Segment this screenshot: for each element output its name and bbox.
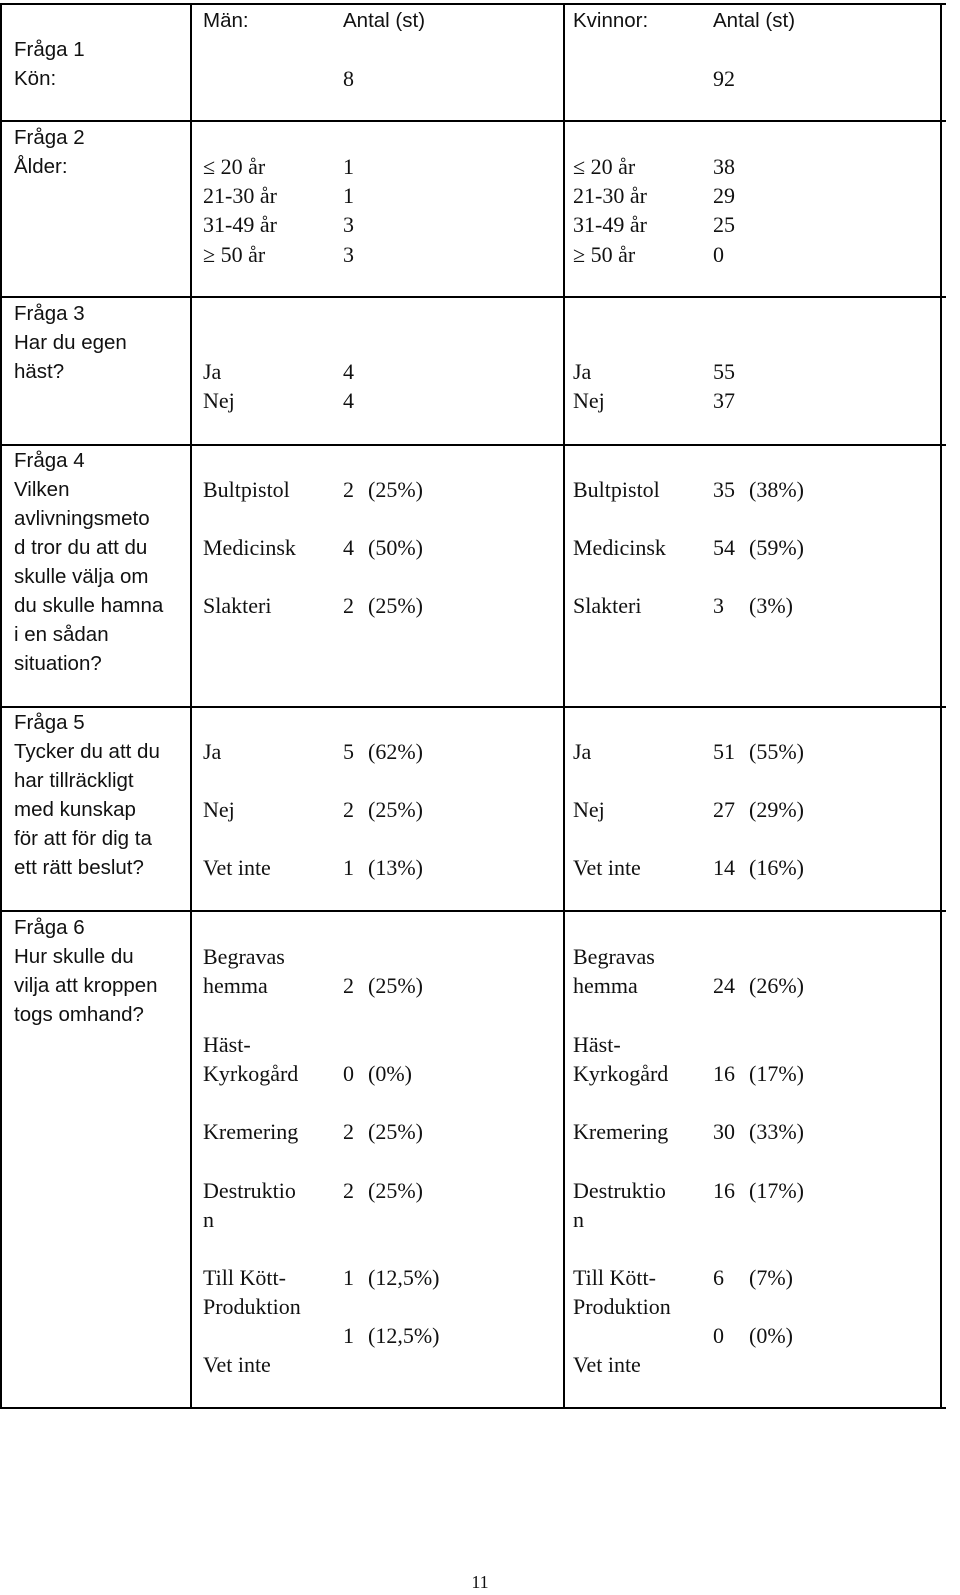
q6-men-label: hemma <box>203 973 268 998</box>
q6-women-percent: (7%) <box>749 1265 793 1290</box>
q2-question-line: Ålder: <box>14 155 68 178</box>
q3-women-label: Ja <box>573 359 592 384</box>
q4-men-percent: (50%) <box>368 535 423 560</box>
q5-question-line: har tillräckligt <box>14 769 134 792</box>
q5-men-label: Ja <box>203 739 222 764</box>
q3-women-label: Nej <box>573 388 605 413</box>
q5-men-value: 5 <box>343 739 354 764</box>
q6-men-value: 1 <box>343 1323 354 1348</box>
q1-women-value: 92 <box>713 66 735 91</box>
row-divider-5 <box>0 910 946 912</box>
q5-question-line: Tycker du att du <box>14 740 160 763</box>
q2-women-value: 38 <box>713 154 735 179</box>
q5-men-percent: (25%) <box>368 797 423 822</box>
q4-men-percent: (25%) <box>368 593 423 618</box>
q3-question-line: Har du egen <box>14 331 127 354</box>
q6-men-percent: (25%) <box>368 1119 423 1144</box>
q2-men-label: 21-30 år <box>203 183 277 208</box>
q2-men-label: ≤ 20 år <box>203 154 266 179</box>
q5-women-label: Ja <box>573 739 592 764</box>
q6-men-label: Till Kött- <box>203 1265 286 1290</box>
q4-women-percent: (38%) <box>749 477 804 502</box>
q4-men-label: Bultpistol <box>203 477 290 502</box>
q6-women-percent: (17%) <box>749 1061 804 1086</box>
q5-men-label: Nej <box>203 797 235 822</box>
q3-men-value: 4 <box>343 359 354 384</box>
q4-question-line: d tror du att du <box>14 536 148 559</box>
q6-women-label: Kyrkogård <box>573 1061 669 1086</box>
q6-men-label: Vet inte <box>203 1352 271 1377</box>
q6-women-value: 30 <box>713 1119 735 1144</box>
q6-women-value: 6 <box>713 1265 724 1290</box>
q1-question-line: Kön: <box>14 67 57 90</box>
q5-men-percent: (62%) <box>368 739 423 764</box>
q6-women-value: 24 <box>713 973 735 998</box>
q6-men-label: Destruktio <box>203 1178 296 1203</box>
q4-question-line: Vilken <box>14 478 70 501</box>
row-divider-3 <box>0 444 946 446</box>
row-divider-1 <box>0 120 946 122</box>
q2-men-value: 3 <box>343 212 354 237</box>
q5-women-value: 27 <box>713 797 735 822</box>
q2-men-value: 1 <box>343 183 354 208</box>
q3-question-line: Fråga 3 <box>14 302 85 325</box>
q5-women-value: 51 <box>713 739 735 764</box>
q2-women-value: 25 <box>713 212 735 237</box>
q6-women-value: 0 <box>713 1323 724 1348</box>
q4-question-line: Fråga 4 <box>14 449 85 472</box>
q6-question-line: Fråga 6 <box>14 916 85 939</box>
q6-question-line: vilja att kroppen <box>14 974 158 997</box>
q5-men-value: 1 <box>343 855 354 880</box>
q6-men-percent: (0%) <box>368 1061 412 1086</box>
q5-women-value: 14 <box>713 855 735 880</box>
q4-question-line: situation? <box>14 652 102 675</box>
column-divider-1 <box>190 3 192 1408</box>
q2-men-value: 1 <box>343 154 354 179</box>
q4-question-line: skulle välja om <box>14 565 149 588</box>
q2-question-line: Fråga 2 <box>14 126 85 149</box>
q6-question-line: togs omhand? <box>14 1003 144 1026</box>
q1-question-line: Fråga 1 <box>14 38 85 61</box>
q4-men-value: 2 <box>343 593 354 618</box>
q6-men-label: Begravas <box>203 944 285 969</box>
q5-question-line: för att för dig ta <box>14 827 152 850</box>
q5-women-percent: (16%) <box>749 855 804 880</box>
table-border-top <box>0 3 946 5</box>
q2-women-value: 0 <box>713 242 724 267</box>
q2-women-label: 21-30 år <box>573 183 647 208</box>
q4-women-value: 54 <box>713 535 735 560</box>
header-men: Män: <box>203 9 249 32</box>
q6-women-label: Destruktio <box>573 1178 666 1203</box>
q6-men-percent: (12,5%) <box>368 1323 440 1348</box>
q5-question-line: med kunskap <box>14 798 136 821</box>
q5-men-percent: (13%) <box>368 855 423 880</box>
q6-women-label: Till Kött- <box>573 1265 656 1290</box>
q4-women-value: 3 <box>713 593 724 618</box>
q6-women-value: 16 <box>713 1061 735 1086</box>
page-number: 11 <box>471 1572 489 1592</box>
q6-men-label: Kremering <box>203 1119 299 1144</box>
q3-women-value: 55 <box>713 359 735 384</box>
q5-men-label: Vet inte <box>203 855 271 880</box>
q6-men-value: 2 <box>343 973 354 998</box>
q6-women-label: Vet inte <box>573 1352 641 1377</box>
q4-question-line: du skulle hamna <box>14 594 164 617</box>
q6-men-value: 1 <box>343 1265 354 1290</box>
q5-question-line: Fråga 5 <box>14 711 85 734</box>
q2-women-label: 31-49 år <box>573 212 647 237</box>
table-border-left <box>0 3 2 1408</box>
row-divider-2 <box>0 296 946 298</box>
q6-men-value: 2 <box>343 1178 354 1203</box>
q6-men-value: 0 <box>343 1061 354 1086</box>
q5-women-percent: (29%) <box>749 797 804 822</box>
q6-women-label: n <box>573 1207 584 1232</box>
q4-question-line: i en sådan <box>14 623 109 646</box>
table-border-right <box>940 3 942 1408</box>
q6-women-value: 16 <box>713 1178 735 1203</box>
q2-men-label: ≥ 50 år <box>203 242 266 267</box>
q4-women-label: Slakteri <box>573 593 642 618</box>
q4-women-percent: (59%) <box>749 535 804 560</box>
q5-women-label: Vet inte <box>573 855 641 880</box>
q6-men-label: Kyrkogård <box>203 1061 299 1086</box>
q3-men-label: Ja <box>203 359 222 384</box>
q4-men-value: 4 <box>343 535 354 560</box>
q4-women-value: 35 <box>713 477 735 502</box>
q4-women-label: Bultpistol <box>573 477 660 502</box>
q4-men-value: 2 <box>343 477 354 502</box>
q6-men-label: n <box>203 1207 214 1232</box>
q6-men-label: Produktion <box>203 1294 301 1319</box>
q6-women-label: Häst- <box>573 1032 621 1057</box>
q6-women-percent: (0%) <box>749 1323 793 1348</box>
q6-women-label: Kremering <box>573 1119 669 1144</box>
q2-men-label: 31-49 år <box>203 212 277 237</box>
q6-women-percent: (33%) <box>749 1119 804 1144</box>
q6-men-percent: (25%) <box>368 1178 423 1203</box>
q5-women-percent: (55%) <box>749 739 804 764</box>
q3-men-value: 4 <box>343 388 354 413</box>
q6-women-label: Produktion <box>573 1294 671 1319</box>
q6-men-label: Häst- <box>203 1032 251 1057</box>
header-women: Kvinnor: <box>573 9 649 32</box>
q4-women-percent: (3%) <box>749 593 793 618</box>
q6-men-percent: (12,5%) <box>368 1265 440 1290</box>
q6-women-label: Begravas <box>573 944 655 969</box>
q2-women-label: ≤ 20 år <box>573 154 636 179</box>
row-divider-4 <box>0 706 946 708</box>
table-border-bottom <box>0 1407 946 1409</box>
q3-question-line: häst? <box>14 360 65 383</box>
q2-men-value: 3 <box>343 242 354 267</box>
header-men-count: Antal (st) <box>343 9 426 32</box>
q4-men-label: Medicinsk <box>203 535 296 560</box>
q5-women-label: Nej <box>573 797 605 822</box>
q4-question-line: avlivningsmeto <box>14 507 150 530</box>
header-women-count: Antal (st) <box>713 9 796 32</box>
q4-women-label: Medicinsk <box>573 535 666 560</box>
q4-men-label: Slakteri <box>203 593 272 618</box>
q2-women-label: ≥ 50 år <box>573 242 636 267</box>
q6-question-line: Hur skulle du <box>14 945 134 968</box>
q3-women-value: 37 <box>713 388 735 413</box>
q6-women-percent: (26%) <box>749 973 804 998</box>
q6-men-percent: (25%) <box>368 973 423 998</box>
q2-women-value: 29 <box>713 183 735 208</box>
q6-women-percent: (17%) <box>749 1178 804 1203</box>
column-divider-2 <box>563 3 565 1408</box>
q5-men-value: 2 <box>343 797 354 822</box>
q6-women-label: hemma <box>573 973 638 998</box>
q5-question-line: ett rätt beslut? <box>14 856 144 879</box>
q3-men-label: Nej <box>203 388 235 413</box>
q6-men-value: 2 <box>343 1119 354 1144</box>
q4-men-percent: (25%) <box>368 477 423 502</box>
q1-men-value: 8 <box>343 66 354 91</box>
